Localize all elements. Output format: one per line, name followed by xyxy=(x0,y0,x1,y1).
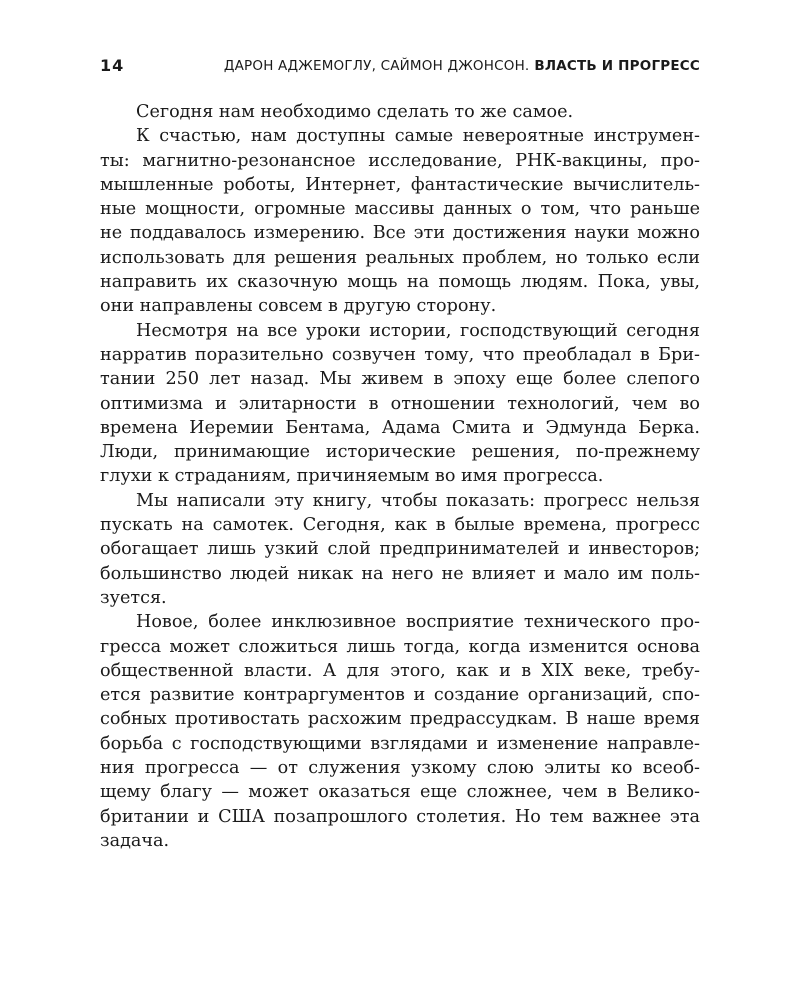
text-line: щему благу — может оказаться еще сложнее, чем в Велико- xyxy=(100,782,700,803)
text-line: они направлены совсем в другую сторону. xyxy=(100,296,497,317)
text-line: собных противостать расхожим предрассудкам. В наше время xyxy=(100,709,700,730)
text-line: обогащает лишь узкий слой предпринимателей и инвесторов; xyxy=(100,539,700,560)
text-line: ния прогресса — от служения узкому слою элиты ко всеоб- xyxy=(100,758,700,779)
text-line: пускать на самотек. Сегодня, как в былые времена, прогресс xyxy=(100,515,700,536)
text-line: зуется. xyxy=(100,587,167,608)
text-line: задача. xyxy=(100,830,170,851)
text-line: нарратив поразительно созвучен тому, что преобладал в Бри- xyxy=(100,344,700,365)
paragraph xyxy=(100,489,700,610)
paragraph xyxy=(100,319,700,489)
text-line: британии и США позапрошлого столетия. Но тем важнее эта xyxy=(100,806,700,827)
text-line: гресса может сложиться лишь тогда, когда изменится основа xyxy=(100,636,700,657)
text-line: К счастью, нам доступны самые невероятные инструмен- xyxy=(136,126,700,147)
header-title xyxy=(224,58,700,74)
text-line: времена Иеремии Бентама, Адама Смита и Эдмунда Берка. xyxy=(100,417,700,438)
text-line: мышленные роботы, Интернет, фантастические вычислитель- xyxy=(100,174,700,195)
text-line: использовать для решения реальных проблем, но только если xyxy=(100,247,700,268)
page-number: 14 xyxy=(100,56,125,75)
text-line: Мы написали эту книгу, чтобы показать: прогресс нельзя xyxy=(136,490,700,511)
text-line: направить их сказочную мощь на помощь людям. Пока, увы, xyxy=(100,272,700,293)
text-line: ется развитие контраргументов и создание организаций, спо- xyxy=(100,685,700,706)
text-line: не поддавалось измерению. Все эти достижения науки можно xyxy=(100,223,700,244)
text-line: борьба с господствующими взглядами и изменение направле- xyxy=(100,733,700,754)
text-line: большинство людей никак на него не влияет и мало им поль- xyxy=(100,563,700,584)
text-line: Люди, принимающие исторические решения, по-прежнему xyxy=(100,442,700,463)
text-line: общественной власти. А для этого, как и в XIX веке, требу- xyxy=(100,660,700,681)
text-line: Новое, более инклюзивное восприятие технического про- xyxy=(136,612,700,633)
text-line: тании 250 лет назад. Мы живем в эпоху еще более слепого xyxy=(100,369,700,390)
text-line: Несмотря на все уроки истории, господствующий сегодня xyxy=(136,320,700,341)
paragraph xyxy=(100,124,700,318)
text-line: глухи к страданиям, причиняемым во имя прогресса. xyxy=(100,466,604,487)
text-line: ты: магнитно-резонансное исследование, РНК-вакцины, про- xyxy=(100,150,700,171)
text-line: Сегодня нам необходимо сделать то же самое. xyxy=(136,102,574,122)
text-line: оптимизма и элитарности в отношении технологий, чем во xyxy=(100,393,700,414)
paragraph xyxy=(100,610,700,853)
body-text xyxy=(100,100,700,853)
text-line: ные мощности, огромные массивы данных о том, что раньше xyxy=(100,199,700,220)
paragraph xyxy=(100,100,700,124)
header-book-title: ВЛАСТЬ И ПРОГРЕСС xyxy=(534,58,700,74)
header-authors: ДАРОН АДЖЕМОГЛУ, САЙМОН ДЖОНСОН. xyxy=(223,58,530,74)
running-head xyxy=(100,56,700,80)
